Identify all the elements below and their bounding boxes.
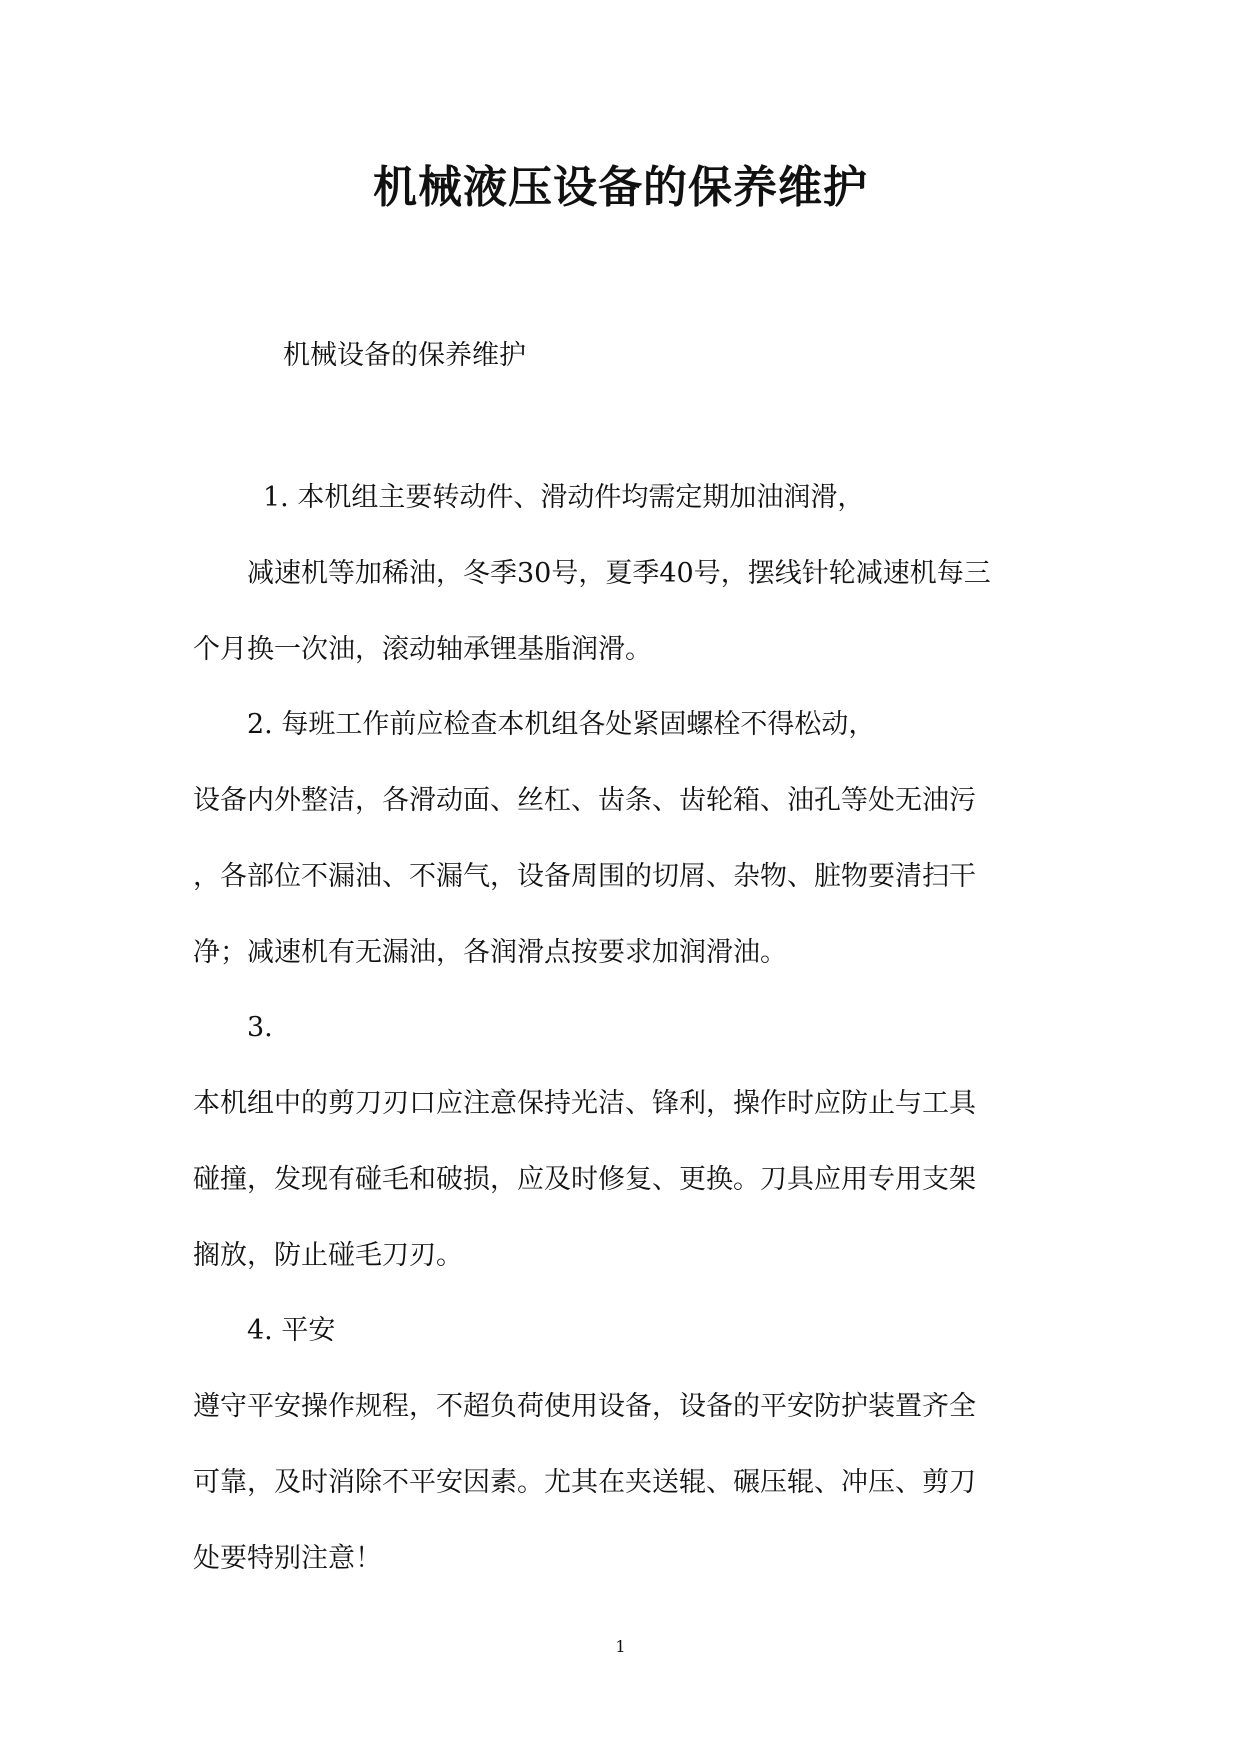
paragraph-line: 本机组中的剪刀刃口应注意保持光洁、锋利，操作时应防止与工具 — [193, 1088, 976, 1119]
paragraph-line: 3. — [247, 1012, 273, 1043]
paragraph-line: 设备内外整洁，各滑动面、丝杠、齿条、齿轮箱、油孔等处无油污 — [193, 785, 976, 816]
paragraph-line: 1. 本机组主要转动件、滑动件均需定期加油润滑， — [263, 482, 865, 513]
document-title: 机械液压设备的保养维护 — [373, 162, 868, 213]
paragraph-line: ，各部位不漏油、不漏气，设备周围的切屑、杂物、脏物要清扫干 — [193, 861, 976, 892]
paragraph-line: 个月换一次油，滚动轴承锂基脂润滑。 — [193, 634, 652, 665]
paragraph-line: 处要特别注意！ — [193, 1543, 382, 1574]
paragraph-line: 可靠，及时消除不平安因素。尤其在夹送辊、碾压辊、冲压、剪刀 — [193, 1467, 976, 1498]
paragraph-line: 4. 平安 — [247, 1315, 336, 1346]
page-number: 1 — [615, 1637, 626, 1656]
paragraph-line: 净；减速机有无漏油，各润滑点按要求加润滑油。 — [193, 937, 787, 968]
section-heading: 机械设备的保养维护 — [283, 340, 526, 371]
paragraph-line: 搁放，防止碰毛刀刃。 — [193, 1240, 463, 1271]
paragraph-line: 减速机等加稀油，冬季30号，夏季40号，摆线针轮减速机每三 — [247, 558, 991, 589]
paragraph-line: 2. 每班工作前应检查本机组各处紧固螺栓不得松动， — [247, 709, 876, 740]
paragraph-line: 碰撞，发现有碰毛和破损，应及时修复、更换。刀具应用专用支架 — [193, 1164, 976, 1195]
paragraph-line: 遵守平安操作规程，不超负荷使用设备，设备的平安防护装置齐全 — [193, 1391, 976, 1422]
